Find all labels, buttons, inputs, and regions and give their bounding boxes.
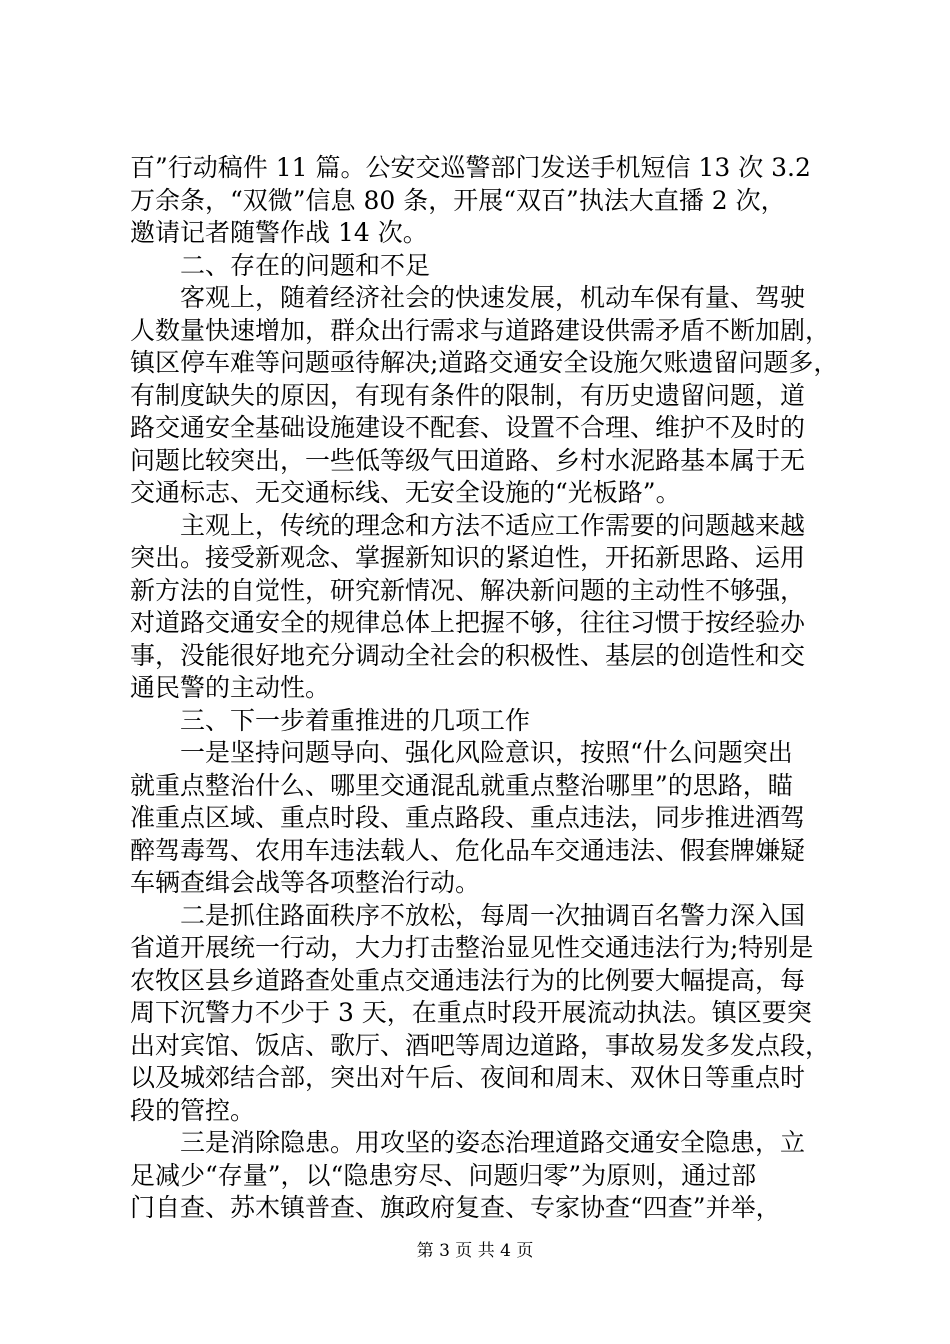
text-line: 周下沉警力不少于 3 天，在重点时段开展流动执法。镇区要突 [130, 998, 812, 1027]
text-line: 醉驾毒驾、农用车违法载人、危化品车交通违法、假套牌嫌疑 [130, 835, 806, 865]
paragraph-first-line: 客观上，随着经济社会的快速发展，机动车保有量、驾驶 [180, 283, 806, 312]
paragraph-first-line: 主观上，传统的理念和方法不适应工作需要的问题越来越 [180, 510, 806, 540]
text-line: 以及城郊结合部，突出对午后、夜间和周末、双休日等重点时 [130, 1063, 806, 1092]
text-line: 农牧区县乡道路查处重点交通违法行为的比例要大幅提高，每 [130, 965, 806, 995]
page-footer: 第 3 页 共 4 页 [416, 1241, 534, 1261]
text-line: 出对宾馆、饭店、歌厅、酒吧等周边道路，事故易发多发点段， [130, 1030, 831, 1060]
text-line: 有制度缺失的原因，有现有条件的限制，有历史遗留问题，道 [130, 380, 806, 410]
text-line: 路交通安全基础设施建设不配套、设置不合理、维护不及时的 [130, 413, 806, 442]
paragraph-first-line: 一是坚持问题导向、强化风险意识，按照“什么问题突出 [180, 738, 793, 767]
text-line: 就重点整治什么、哪里交通混乱就重点整治哪里”的思路，瞄 [130, 770, 793, 800]
text-line: 新方法的自觉性，研究新情况、解决新问题的主动性不够强， [130, 575, 806, 605]
section-heading: 二、存在的问题和不足 [180, 250, 431, 280]
text-line: 邀请记者随警作战 14 次。 [130, 218, 428, 247]
text-line: 对道路交通安全的规律总体上把握不够，往往习惯于按经验办 [130, 608, 806, 637]
text-line: 足减少“存量”，以“隐患穷尽、问题归零”为原则，通过部 [130, 1160, 757, 1190]
text-line: 万余条，“双微”信息 80 条，开展“双百”执法大直播 2 次， [130, 185, 786, 215]
text-line: 交通标志、无交通标线、无安全设施的“光板路”。 [130, 478, 681, 507]
text-line: 车辆查缉会战等各项整治行动。 [130, 868, 481, 897]
text-line: 门自查、苏木镇普查、旗政府复查、专家协查“四查”并举， [130, 1193, 781, 1222]
text-line: 问题比较突出，一些低等级气田道路、乡村水泥路基本属于无 [130, 445, 806, 475]
text-line: 通民警的主动性。 [130, 673, 331, 702]
text-line: 省道开展统一行动，大力打击整治显见性交通违法行为;特别是 [130, 933, 814, 962]
text-line: 百”行动稿件 11 篇。公安交巡警部门发送手机短信 13 次 3.2 [130, 153, 811, 182]
text-line: 突出。接受新观念、掌握新知识的紧迫性，开拓新思路、运用 [130, 543, 806, 572]
text-line: 人数量快速增加，群众出行需求与道路建设供需矛盾不断加剧， [130, 315, 831, 345]
text-line: 镇区停车难等问题亟待解决;道路交通安全设施欠账遗留问题多， [130, 348, 839, 377]
text-line: 准重点区域、重点时段、重点路段、重点违法，同步推进酒驾 [130, 803, 806, 832]
paragraph-first-line: 三是消除隐患。用攻坚的姿态治理道路交通安全隐患，立 [180, 1128, 806, 1157]
paragraph-first-line: 二是抓住路面秩序不放松，每周一次抽调百名警力深入国 [180, 900, 806, 930]
text-line: 事，没能很好地充分调动全社会的积极性、基层的创造性和交 [130, 640, 806, 670]
section-heading: 三、下一步着重推进的几项工作 [180, 705, 531, 735]
text-line: 段的管控。 [130, 1095, 256, 1125]
